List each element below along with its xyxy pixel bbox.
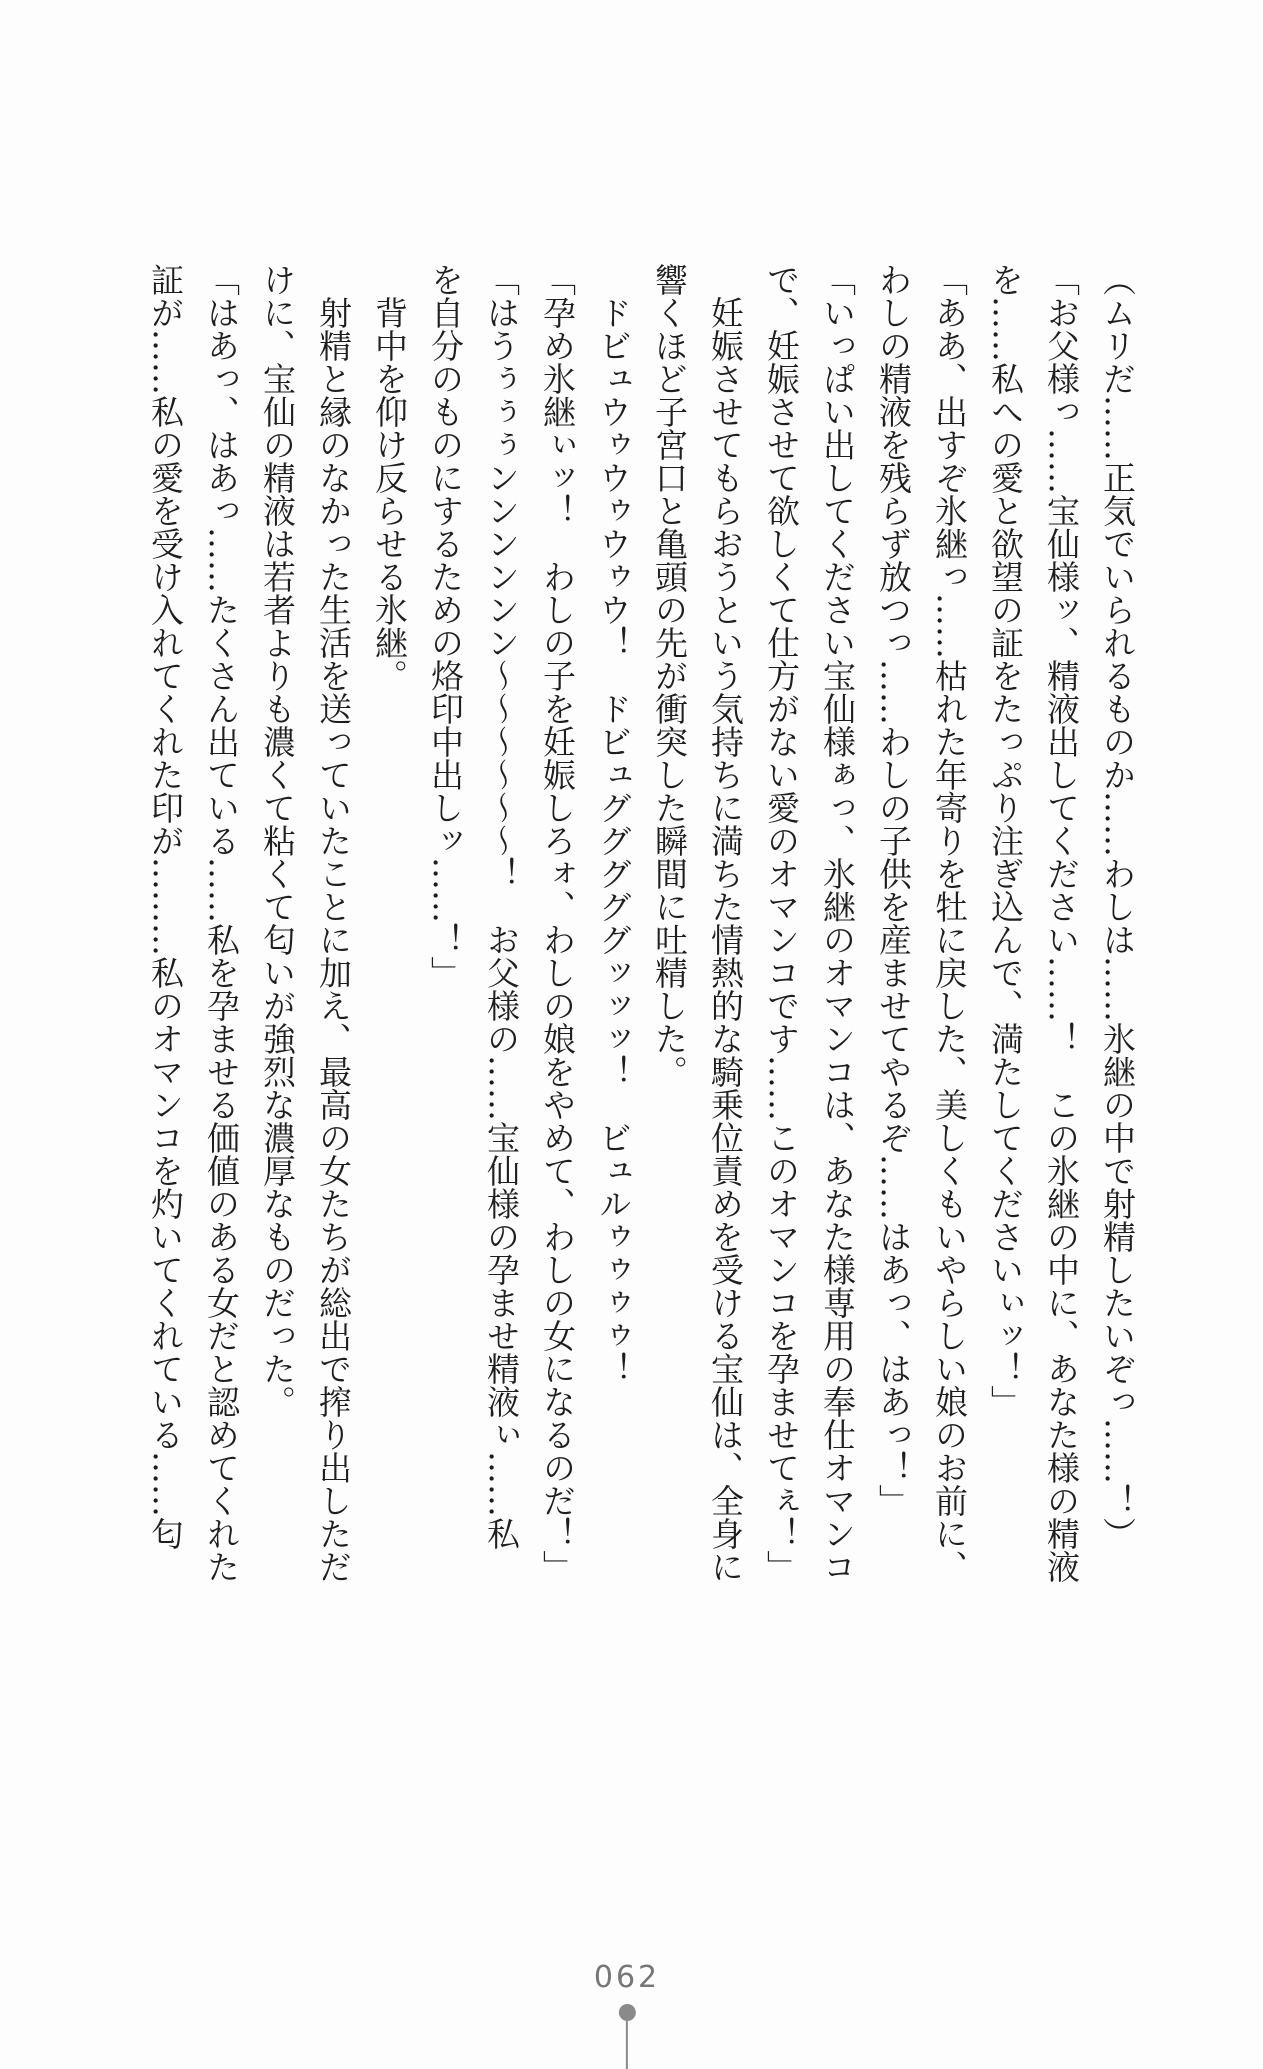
text-line: （ムリだ……正気でいられるものか……わしは……氷継の中で射精したいぞっ……！） [1098, 263, 1137, 1550]
text-line: を自分のものにするための烙印中出しッ……！」 [426, 263, 465, 989]
page-text [137, 263, 1145, 1603]
text-line: 「いっぱい出してください宝仙様ぁっ、氷継のオマンコは、あなた様専用の奉仕オマンコ [818, 263, 857, 1583]
text-line: 射精と縁のなかった生活を送っていたことに加え、最高の女たちが総出で搾り出しただ [314, 296, 353, 1583]
page-footer [594, 1962, 660, 2069]
text-line: 背中を仰け反らせる氷継。 [370, 296, 409, 692]
footer-rule [626, 2021, 628, 2069]
text-line: を……私への愛と欲望の証をたっぷり注ぎ込んで、満たしてくださいぃッ！」 [986, 263, 1025, 1418]
text-line: 「孕め氷継ぃッ！ わしの子を妊娠しろォ、わしの娘をやめて、わしの女になるのだ！」 [538, 263, 577, 1583]
text-line: 妊娠させてもらおうという気持ちに満ちた情熱的な騎乗位責めを受ける宝仙は、全身に [706, 296, 745, 1583]
footer-dot-marker [618, 2004, 635, 2021]
page-number: 062 [593, 1960, 661, 1995]
text-line: 「はあっ、はあっ……たくさん出ている……私を孕ませる価値のある女だと認めてくれた [202, 263, 241, 1583]
text-line: 「ああ、出すぞ氷継っ……枯れた年寄りを牡に戻した、美しくもいやらしい娘のお前に、 [930, 263, 969, 1583]
text-line: けに、宝仙の精液は若者よりも濃くて粘くて匂いが強烈な濃厚なものだった。 [258, 263, 297, 1418]
text-line: 「はうぅぅぅンンンンンン〜〜〜〜〜〜！ お父様の……宝仙様の孕ませ精液ぃ……私 [482, 263, 521, 1550]
text-line: わしの精液を残らず放つっ……わしの子供を産ませてやるぞ……はあっ、はあっ！」 [874, 263, 913, 1517]
text-line: で、妊娠させて欲しくて仕方がない愛のオマンコです……このオマンコを孕ませてぇ！」 [762, 263, 801, 1583]
text-line: 「お父様っ……宝仙様ッ、精液出してください……！ この氷継の中に、あなた様の精液 [1042, 263, 1081, 1583]
text-line-sfx: ドビュウゥウゥウゥウ！ ドビュグググググッッッ！ ビュルゥゥゥゥ！ [594, 296, 633, 1385]
text-line: 響くほど子宮口と亀頭の先が衝突した瞬間に吐精した。 [650, 263, 689, 1088]
text-line: 証が……私の愛を受け入れてくれた印が………私のオマンコを灼いてくれている……匂 [146, 263, 185, 1550]
